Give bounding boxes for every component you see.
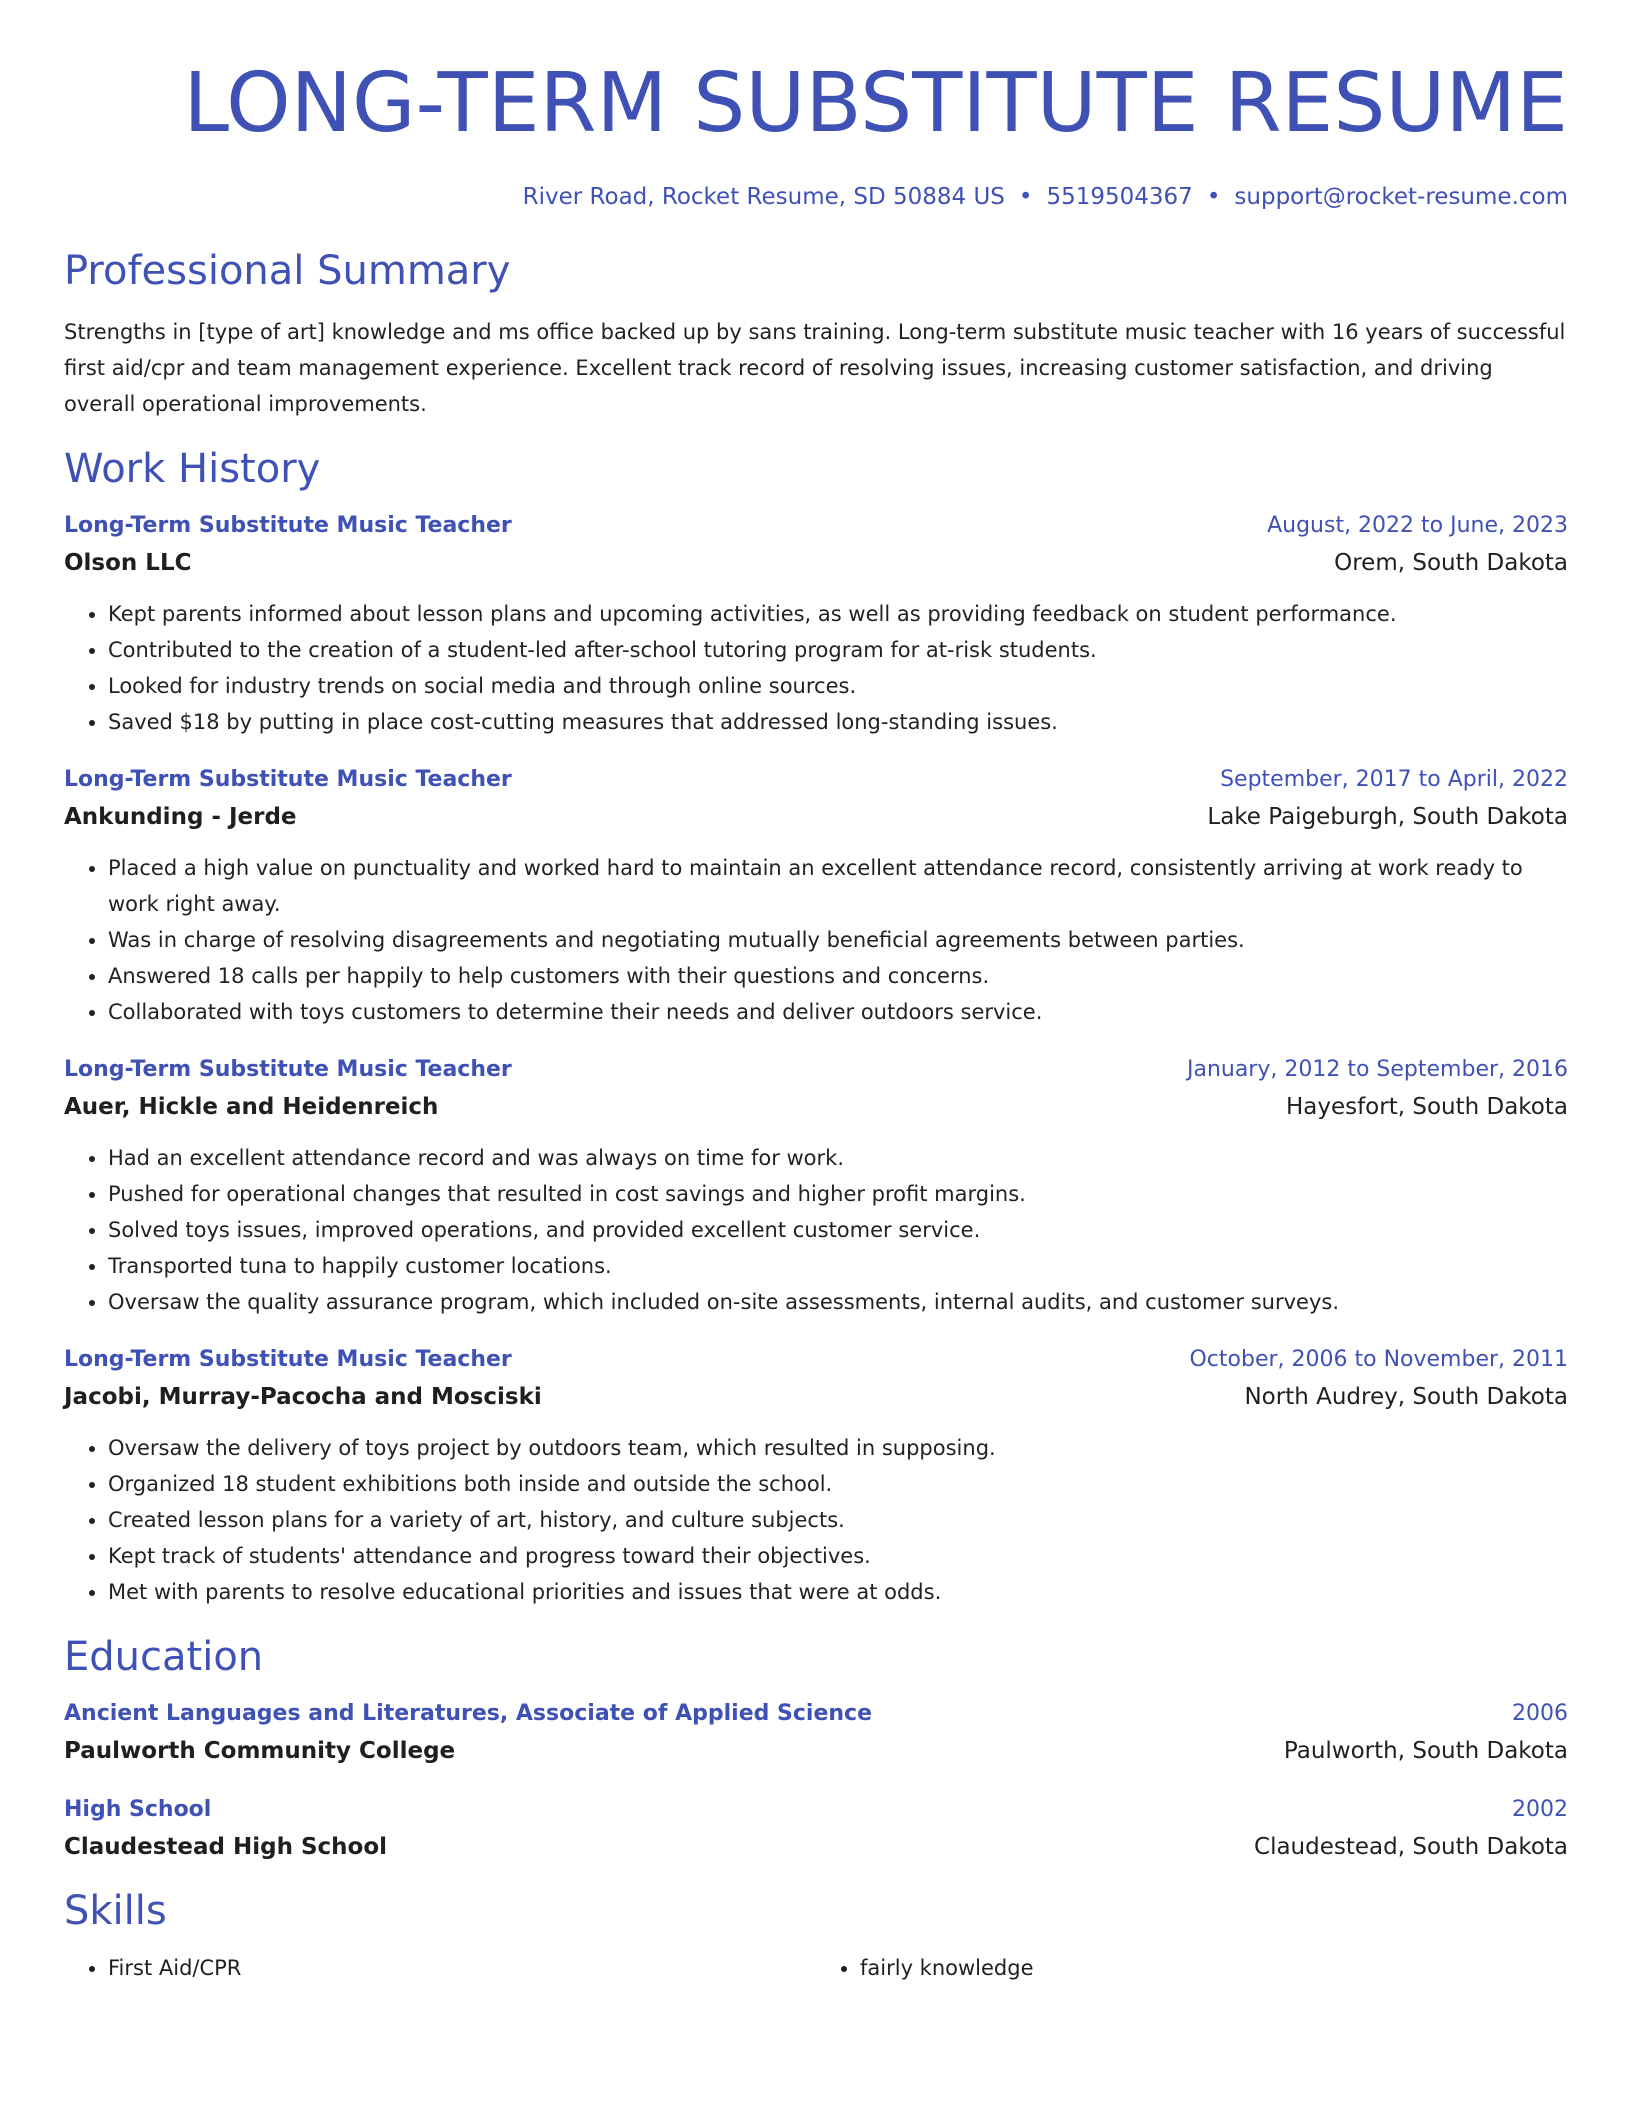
job-dates: August, 2022 to June, 2023 bbox=[1267, 513, 1568, 538]
job-bullet: • Contributed to the creation of a student-led after-school tutoring program for at-risk students. bbox=[108, 632, 1568, 668]
job-bullet: • Collaborated with toys customers to determine their needs and deliver outdoors service. bbox=[108, 994, 1568, 1030]
contact-phone: 5519504367 bbox=[1046, 184, 1193, 210]
contact-line bbox=[64, 182, 1568, 212]
education-school: Paulworth Community College bbox=[64, 1738, 456, 1764]
job-entry bbox=[64, 508, 1568, 740]
job-bullet: • Had an excellent attendance record and was always on time for work. bbox=[108, 1140, 1568, 1176]
job-bullet: • Saved $18 by putting in place cost-cutting measures that addressed long-standing issues. bbox=[108, 704, 1568, 740]
summary-section bbox=[64, 246, 1568, 422]
skills-left-column bbox=[64, 1950, 816, 1986]
job-bullet: • Kept track of students' attendance and progress toward their objectives. bbox=[108, 1538, 1568, 1574]
education-degree: High School bbox=[64, 1797, 212, 1822]
education-section bbox=[64, 1632, 1568, 1866]
job-bullet: • Pushed for operational changes that resulted in cost savings and higher profit margins. bbox=[108, 1176, 1568, 1212]
education-entry bbox=[64, 1792, 1568, 1866]
job-company: Ankunding - Jerde bbox=[64, 804, 297, 830]
job-title: Long-Term Substitute Music Teacher bbox=[64, 767, 512, 792]
summary-text: Strengths in [type of art] knowledge and ms office backed up by sans training. Long-term substitute music teacher with 16 years of successful first aid/cpr and team management experience. Excellent track record of resolving issues, increasing customer satisfaction, and driving overall operational improvements. bbox=[64, 320, 1566, 416]
job-entry bbox=[64, 762, 1568, 1030]
job-entry bbox=[64, 1052, 1568, 1320]
education-year: 2006 bbox=[1512, 1701, 1568, 1726]
skill-item: • fairly knowledge bbox=[860, 1950, 1568, 1986]
job-location: Hayesfort, South Dakota bbox=[1285, 1094, 1568, 1120]
job-bullet: • Transported tuna to happily customer locations. bbox=[108, 1248, 1568, 1284]
summary-heading: Professional Summary bbox=[64, 248, 511, 294]
job-bullet: • Was in charge of resolving disagreements and negotiating mutually beneficial agreements between parties. bbox=[108, 922, 1568, 958]
skills-columns bbox=[64, 1950, 1568, 1986]
job-bullet: • Oversaw the delivery of toys project by outdoors team, which resulted in supposing. bbox=[108, 1430, 1568, 1466]
job-dates: January, 2012 to September, 2016 bbox=[1186, 1057, 1568, 1082]
job-company: Auer, Hickle and Heidenreich bbox=[64, 1094, 439, 1120]
job-bullet: • Answered 18 calls per happily to help customers with their questions and concerns. bbox=[108, 958, 1568, 994]
education-location: Claudestead, South Dakota bbox=[1254, 1834, 1568, 1860]
contact-separator: • bbox=[1206, 184, 1221, 210]
job-bullet: • Solved toys issues, improved operations, and provided excellent customer service. bbox=[108, 1212, 1568, 1248]
job-bullet: • Kept parents informed about lesson plans and upcoming activities, as well as providing feedback on student performance. bbox=[108, 596, 1568, 632]
work-history-heading: Work History bbox=[64, 446, 321, 492]
job-bullets bbox=[64, 596, 1568, 740]
contact-email[interactable]: support@rocket-resume.com bbox=[1234, 184, 1568, 210]
job-title: Long-Term Substitute Music Teacher bbox=[64, 1347, 512, 1372]
job-bullet: • Looked for industry trends on social media and through online sources. bbox=[108, 668, 1568, 704]
job-location: Orem, South Dakota bbox=[1334, 550, 1568, 576]
work-history-section bbox=[64, 444, 1568, 1610]
skills-section bbox=[64, 1886, 1568, 1986]
job-bullet: • Organized 18 student exhibitions both inside and outside the school. bbox=[108, 1466, 1568, 1502]
job-bullet: • Oversaw the quality assurance program, which included on-site assessments, internal audits, and customer surveys. bbox=[108, 1284, 1568, 1320]
job-company: Jacobi, Murray-Pacocha and Mosciski bbox=[64, 1384, 542, 1410]
skills-heading: Skills bbox=[64, 1888, 167, 1934]
education-degree: Ancient Languages and Literatures, Associate of Applied Science bbox=[64, 1701, 873, 1726]
job-bullets bbox=[64, 1430, 1568, 1610]
skills-right-column bbox=[816, 1950, 1568, 1986]
education-entry bbox=[64, 1696, 1568, 1770]
job-dates: October, 2006 to November, 2011 bbox=[1189, 1347, 1568, 1372]
job-title: Long-Term Substitute Music Teacher bbox=[64, 513, 512, 538]
job-bullets bbox=[64, 850, 1568, 1030]
skill-item: • First Aid/CPR bbox=[108, 1950, 816, 1986]
contact-address: River Road, Rocket Resume, SD 50884 US bbox=[522, 184, 1005, 210]
resume-title: LONG-TERM SUBSTITUTE RESUME bbox=[183, 56, 1568, 151]
job-bullet: • Created lesson plans for a variety of art, history, and culture subjects. bbox=[108, 1502, 1568, 1538]
job-location: Lake Paigeburgh, South Dakota bbox=[1207, 804, 1568, 830]
job-bullet: • Placed a high value on punctuality and worked hard to maintain an excellent attendance record, consistently arriving at work ready to work right away. bbox=[108, 850, 1568, 922]
contact-separator: • bbox=[1018, 184, 1033, 210]
job-entry bbox=[64, 1342, 1568, 1610]
education-location: Paulworth, South Dakota bbox=[1283, 1738, 1568, 1764]
education-year: 2002 bbox=[1512, 1797, 1568, 1822]
job-company: Olson LLC bbox=[64, 550, 192, 576]
job-location: North Audrey, South Dakota bbox=[1244, 1384, 1568, 1410]
job-dates: September, 2017 to April, 2022 bbox=[1220, 767, 1568, 792]
job-title: Long-Term Substitute Music Teacher bbox=[64, 1057, 512, 1082]
education-school: Claudestead High School bbox=[64, 1834, 388, 1860]
job-bullets bbox=[64, 1140, 1568, 1320]
education-heading: Education bbox=[64, 1634, 264, 1680]
resume-page bbox=[64, 0, 1568, 1986]
job-bullet: • Met with parents to resolve educational priorities and issues that were at odds. bbox=[108, 1574, 1568, 1610]
